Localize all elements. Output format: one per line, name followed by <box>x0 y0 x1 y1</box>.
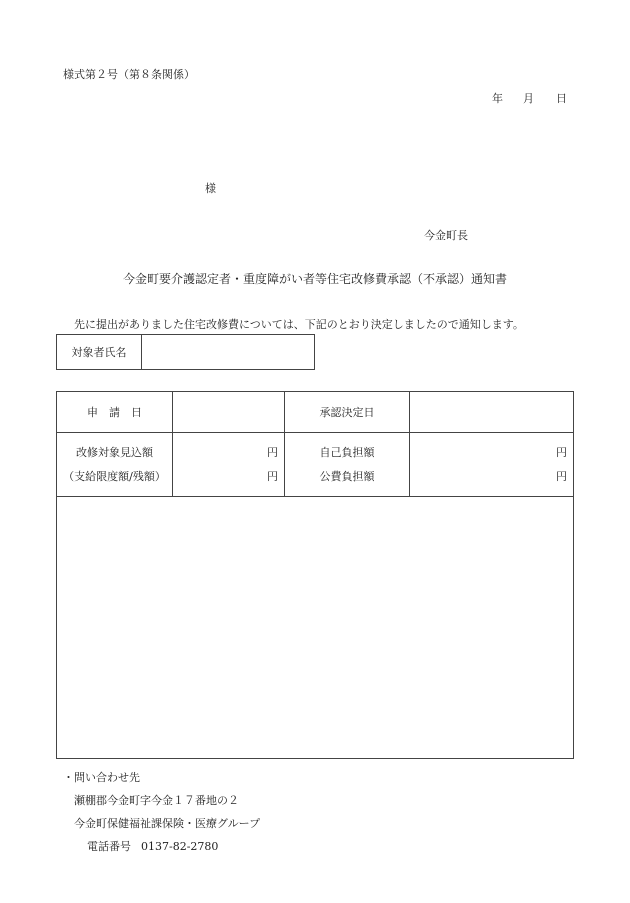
date-day: 日 <box>556 92 567 105</box>
application-date-label: 申 請 日 <box>87 406 142 419</box>
self-burden-yen-unit: 円 <box>556 446 567 459</box>
row-divider <box>57 432 573 433</box>
issuer-name: 今金町長 <box>424 229 468 242</box>
public-burden-label: 公費負担額 <box>319 470 375 483</box>
date-year: 年 <box>492 92 503 105</box>
contact-address: 瀬棚郡今金町字今金１７番地の２ <box>74 794 239 807</box>
application-table <box>56 391 574 759</box>
approval-date-field[interactable] <box>410 392 573 432</box>
form-number: 様式第２号（第８条関係） <box>63 68 195 81</box>
remarks-area[interactable] <box>57 497 573 758</box>
estimate-label: 改修対象見込額 <box>76 446 153 459</box>
contact-phone-line <box>63 835 260 858</box>
approval-date-label: 承認決定日 <box>319 406 375 419</box>
limit-yen-unit: 円 <box>267 470 278 483</box>
date-month: 月 <box>523 92 534 105</box>
subject-name-field[interactable] <box>142 335 314 369</box>
self-burden-label: 自己負担額 <box>319 446 375 459</box>
contact-phone-number: 0137-82-2780 <box>141 840 219 853</box>
contact-phone-label: 電話番号 <box>87 840 131 853</box>
date-line <box>492 90 567 106</box>
subject-name-label: 対象者氏名 <box>57 335 142 369</box>
application-date-field[interactable] <box>173 392 284 432</box>
estimate-sub-label: （支給限度額/残額） <box>63 470 166 483</box>
subject-name-box <box>56 334 315 370</box>
contact-heading: ・問い合わせ先 <box>63 771 140 784</box>
document-title: 今金町要介護認定者・重度障がい者等住宅改修費承認（不承認）通知書 <box>122 272 507 286</box>
intro-text: 先に提出がありました住宅改修費については、下記のとおり決定しましたので通知します。 <box>74 318 524 331</box>
addressee-suffix: 様 <box>205 182 216 195</box>
contact-section <box>63 766 260 858</box>
contact-department: 今金町保健福祉課保険・医療グループ <box>74 817 261 830</box>
estimate-yen-unit: 円 <box>267 446 278 459</box>
public-burden-yen-unit: 円 <box>556 470 567 483</box>
